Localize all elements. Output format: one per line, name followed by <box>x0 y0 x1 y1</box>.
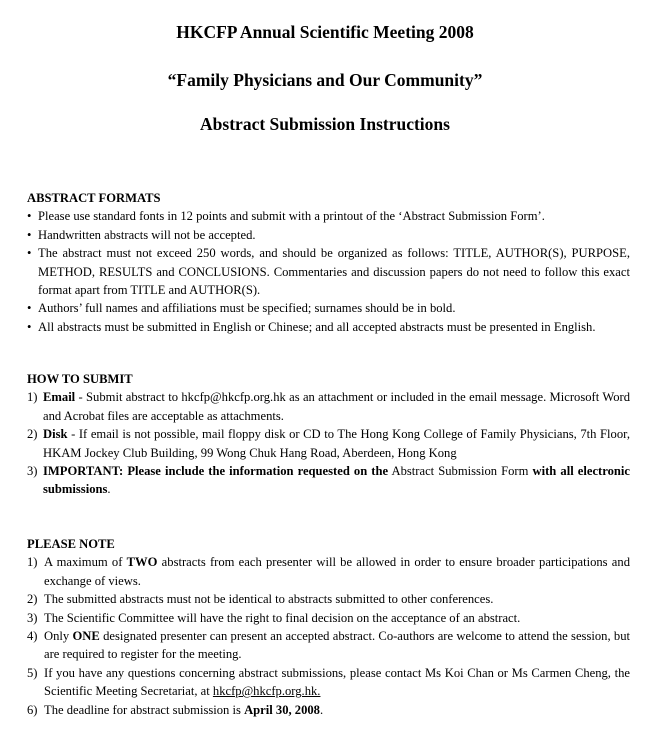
list-item-text: The abstract must not exceed 250 words, and should be organized as follows: TITLE, AUTHOR(S), PURPOSE, METHOD, RESULTS and CONCLUSIONS. Commentaries and discussion papers do not need to follow this exact format apart from TITLE and AUTHOR(S). <box>38 246 630 298</box>
list-item-text: Only <box>44 629 73 644</box>
bullet-marker: • <box>27 209 32 224</box>
item-number: 2) <box>27 592 38 607</box>
list-item-text: All abstracts must be submitted in English or Chinese; and all accepted abstracts must be presented in English. <box>38 319 596 334</box>
emphasis: ONE <box>72 629 100 644</box>
list-item-text: The Scientific Committee will have the right to final decision on the acceptance of an abstract. <box>44 610 521 625</box>
list-item-text: Handwritten abstracts will not be accepted. <box>38 227 256 242</box>
bullet-marker: • <box>27 227 32 242</box>
list-item-text: Please use standard fonts in 12 points and submit with a printout of the ‘Abstract Submission Form’. <box>38 209 545 224</box>
section-heading: PLEASE NOTE <box>27 537 115 551</box>
how-to-submit-section <box>27 370 630 499</box>
item-number: 2) <box>27 427 38 442</box>
list-item-text: - Submit abstract to hkcfp@hkcfp.org.hk as an attachment or included in the email message. Microsoft Word and Acrobat files are acceptable as attachments. <box>43 390 630 423</box>
bullet-marker: • <box>27 301 32 316</box>
list-item-text: Authors’ full names and affiliations must be specified; surnames should be in bold. <box>38 301 456 316</box>
item-number: 5) <box>27 665 38 680</box>
list-item <box>27 207 630 225</box>
list-item <box>27 462 630 499</box>
list-item-text: A maximum of <box>44 555 127 570</box>
list-item <box>27 553 630 590</box>
list-item-text: designated presenter can present an accepted abstract. Co-authors are welcome to attend the session, but are required to register for the meeting. <box>44 629 631 662</box>
form-name: Abstract Submission Form <box>388 464 533 479</box>
list-item-text: abstracts from each presenter will be allowed in order to ensure broader participations and exchange of views. <box>44 555 630 588</box>
list-item <box>27 627 630 664</box>
list-item-text: The deadline for abstract submission is <box>44 702 245 717</box>
section-heading: ABSTRACT FORMATS <box>27 191 161 205</box>
list-item <box>27 425 630 462</box>
important-label: IMPORTANT: Please include the information requested on the <box>43 464 389 479</box>
list-item <box>27 664 630 701</box>
method-label: Disk <box>43 427 68 442</box>
item-number: 1) <box>27 390 38 405</box>
please-note-section <box>27 535 630 719</box>
bullet-marker: • <box>27 246 32 261</box>
item-number: 3) <box>27 610 38 625</box>
list-item <box>27 388 630 425</box>
deadline-date: April 30, 2008 <box>244 702 320 717</box>
list-item <box>27 318 630 336</box>
method-label: Email <box>43 390 76 405</box>
list-item-text: - If email is not possible, mail floppy disk or CD to The Hong Kong College of Family Physicians, 7th Floor, HKAM Jockey Club Building, 99 Wong Chuk Hang Road, Aberdeen, Hong Kong <box>43 427 630 460</box>
item-number: 3) <box>27 464 38 479</box>
list-item <box>27 226 630 244</box>
bullet-marker: • <box>27 319 32 334</box>
list-item <box>27 244 630 299</box>
list-item <box>27 609 630 627</box>
email-link[interactable]: hkcfp@hkcfp.org.hk. <box>212 684 321 699</box>
emphasis: TWO <box>126 555 158 570</box>
list-item <box>27 299 630 317</box>
list-item <box>27 590 630 608</box>
document-title: HKCFP Annual Scientific Meeting 2008 <box>176 22 474 42</box>
list-item-text: The submitted abstracts must not be identical to abstracts submitted to other conferences. <box>44 592 494 607</box>
meeting-theme: “Family Physicians and Our Community” <box>167 70 483 90</box>
list-item-text: If you have any questions concerning abstract submissions, please contact Ms Koi Chan or Ms Carmen Cheng, the Scientific Meeting Secretariat, at <box>44 665 630 699</box>
sentence-end: . <box>107 482 111 497</box>
abstract-formats-section <box>27 189 630 336</box>
item-number: 6) <box>27 702 38 717</box>
item-number: 1) <box>27 555 38 570</box>
section-heading: HOW TO SUBMIT <box>27 372 133 386</box>
document-subtitle: Abstract Submission Instructions <box>200 114 450 134</box>
list-item <box>27 701 630 719</box>
important-tail: with all electronic submissions <box>43 464 630 497</box>
sentence-end: . <box>319 702 324 717</box>
item-number: 4) <box>27 629 38 644</box>
